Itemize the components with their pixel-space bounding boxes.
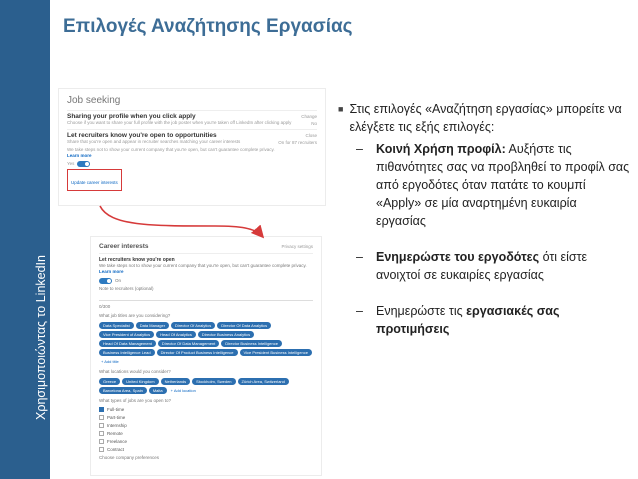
career-interests-panel: [90, 236, 322, 476]
title-chip[interactable]: Data Manager: [136, 322, 169, 329]
checkbox[interactable]: [99, 447, 104, 452]
sub-bullet-3-plain: Ενημερώστε τις: [376, 304, 467, 318]
toggle-label: Yes: [67, 160, 75, 166]
job-type-label: Freelance: [107, 439, 128, 444]
types-question: What types of jobs are you open to?: [99, 398, 172, 403]
title-chip[interactable]: Business Intelligence Lead: [99, 349, 155, 356]
sub-bullet-3-text: [376, 302, 630, 338]
title-chip[interactable]: Director Business Intelligence: [221, 340, 282, 347]
titles-question: What job titles are you considering?: [99, 313, 171, 318]
location-chips: [99, 378, 313, 394]
sub-bullet-career-preferences: [356, 302, 630, 338]
sub-bullet-notify-recruiters: [356, 248, 630, 284]
slide-title: Επιλογές Αναζήτησης Εργασίας: [63, 16, 353, 37]
dash-icon: –: [356, 142, 363, 156]
open-label: Let recruiters know you're open: [99, 257, 175, 263]
title-chip[interactable]: Vice President of Analytics: [99, 331, 154, 338]
main-bullet: [338, 100, 630, 136]
learn-more-link[interactable]: Learn more: [67, 152, 92, 158]
company-pref-question: Choose company preferences: [99, 455, 160, 460]
ci-toggle-row: [99, 278, 313, 284]
share-profile-desc: Choose if you want to share your full profile with the job poster when you're taken off LinkedIn after clicking apply: [67, 120, 292, 125]
sub-bullet-2-bold: Ενημερώστε του εργοδότες: [376, 250, 540, 264]
bullet-list: [338, 100, 630, 338]
open-sub: We take steps not to show your current company that you're open, but can't guarantee complete privacy.: [99, 263, 307, 268]
linkedin-screenshot: [58, 88, 328, 478]
sub-bullet-1-bold: Κοινή Χρήση προφίλ:: [376, 142, 506, 156]
checkbox[interactable]: [99, 415, 104, 420]
update-career-interests-link[interactable]: Update career interests: [71, 179, 118, 185]
share-profile-heading: Sharing your profile when you click apply: [67, 113, 196, 120]
update-career-interests-highlight[interactable]: [67, 169, 122, 191]
sub-bullet-3-bold: εργασιακές σας προτιμήσεις: [376, 304, 560, 336]
main-bullet-text: Στις επιλογές «Αναζήτηση εργασίας» μπορείτε να ελέγξετε τις εξής επιλογές:: [349, 102, 622, 134]
sub-bullet-1-text: [376, 140, 630, 230]
share-profile-value: No: [311, 121, 317, 126]
share-profile-row[interactable]: [67, 110, 317, 129]
title-chips: [99, 322, 313, 365]
job-type-option[interactable]: [99, 447, 313, 452]
sub-bullet-profile-sharing: [356, 140, 630, 230]
title-chip[interactable]: Director Business Analytics: [198, 331, 254, 338]
note-count: 0/300: [99, 304, 111, 309]
privacy-detail: We take steps not to show your current company that you're open, but can't guarantee complete privacy.: [67, 147, 275, 152]
title-chip[interactable]: Head Of Data Management: [99, 340, 156, 347]
location-chip[interactable]: Greece: [99, 378, 120, 385]
location-chip[interactable]: Stockholm, Sweden: [192, 378, 235, 385]
title-chip[interactable]: Director Of Analytics: [171, 322, 215, 329]
checkbox[interactable]: [99, 423, 104, 428]
job-type-label: Full-time: [107, 407, 125, 412]
job-type-label: Contract: [107, 447, 125, 452]
open-to-opportunities-value: On for 87 recruiters: [278, 139, 317, 145]
job-type-label: Part-time: [107, 415, 126, 420]
job-type-option[interactable]: [99, 431, 313, 436]
job-type-option[interactable]: [99, 407, 313, 412]
job-seeking-title: Job seeking: [67, 95, 121, 106]
ci-toggle-label: On: [115, 278, 122, 283]
open-toggle[interactable]: [77, 161, 90, 167]
job-type-label: Remote: [107, 431, 123, 436]
share-profile-change-link[interactable]: Change: [301, 114, 317, 119]
sub-bullets: [338, 140, 630, 338]
location-chip[interactable]: Zürich Area, Switzerland: [238, 378, 289, 385]
sidebar-vertical-text: Χρησιμοποιώντας το LinkedIn: [34, 255, 48, 420]
checkbox[interactable]: [99, 439, 104, 444]
sub-bullet-2-rest: ότι είστε ανοιχτοί σε ευκαιρίες εργασίας: [376, 250, 588, 282]
career-interests-title: Career interests: [99, 243, 149, 250]
slide-sidebar: [0, 0, 50, 479]
job-type-option[interactable]: [99, 439, 313, 444]
career-interests-header: [99, 243, 313, 254]
checkbox[interactable]: [99, 431, 104, 436]
dash-icon: –: [356, 304, 363, 318]
title-chip[interactable]: Head Of Analytics: [156, 331, 196, 338]
sub-bullet-2-text: [376, 248, 630, 284]
checkbox-checked[interactable]: [99, 407, 104, 412]
note-field[interactable]: [99, 294, 313, 301]
job-seeking-panel: [58, 88, 326, 206]
title-chip[interactable]: Director Of Product Business Intelligence: [157, 349, 238, 356]
location-chip[interactable]: Barcelona Area, Spain: [99, 387, 147, 394]
open-learn-more-link[interactable]: Learn more: [99, 269, 124, 274]
job-type-label: Internship: [107, 423, 127, 428]
title-chip[interactable]: Director Of Data Analytics: [217, 322, 271, 329]
add-title-button[interactable]: + Add title: [101, 359, 119, 364]
location-chip[interactable]: Netherlands: [161, 378, 191, 385]
privacy-settings-link[interactable]: Privacy settings: [281, 244, 313, 249]
open-to-opportunities-desc: Share that you're open and appear in recruiter searches matching your career interests: [67, 138, 241, 144]
open-to-opportunities-row: [67, 129, 317, 194]
open-sub-row: [99, 263, 313, 275]
open-toggle-row: [67, 161, 317, 167]
dash-icon: –: [356, 250, 363, 264]
job-type-option[interactable]: [99, 423, 313, 428]
title-chip[interactable]: Director Of Data Management: [158, 340, 219, 347]
job-type-option[interactable]: [99, 415, 313, 420]
sub-bullet-1-rest: Αυξήστε τις πιθανότητες σας να προβληθεί το προφίλ σας από εργοδότες όταν πατάτε το κουμπί «Apply» σε μία αναρτημένη ευκαιρία εργασίας: [376, 142, 630, 228]
open-to-opportunities-close-link[interactable]: Close: [305, 132, 317, 138]
square-bullet-icon: ■: [338, 104, 344, 114]
add-location-button[interactable]: + Add location: [170, 388, 196, 393]
title-chip[interactable]: Vice President Business Intelligence: [240, 349, 312, 356]
location-chip[interactable]: United Kingdom: [122, 378, 158, 385]
ci-toggle[interactable]: [99, 278, 112, 284]
note-label: Note to recruiters (optional): [99, 286, 154, 291]
open-to-opportunities-heading: Let recruiters know you're open to opportunities: [67, 131, 217, 139]
title-chip[interactable]: Data Specialist: [99, 322, 134, 329]
locations-question: What locations would you consider?: [99, 369, 171, 374]
location-chip[interactable]: Malta: [149, 387, 167, 394]
